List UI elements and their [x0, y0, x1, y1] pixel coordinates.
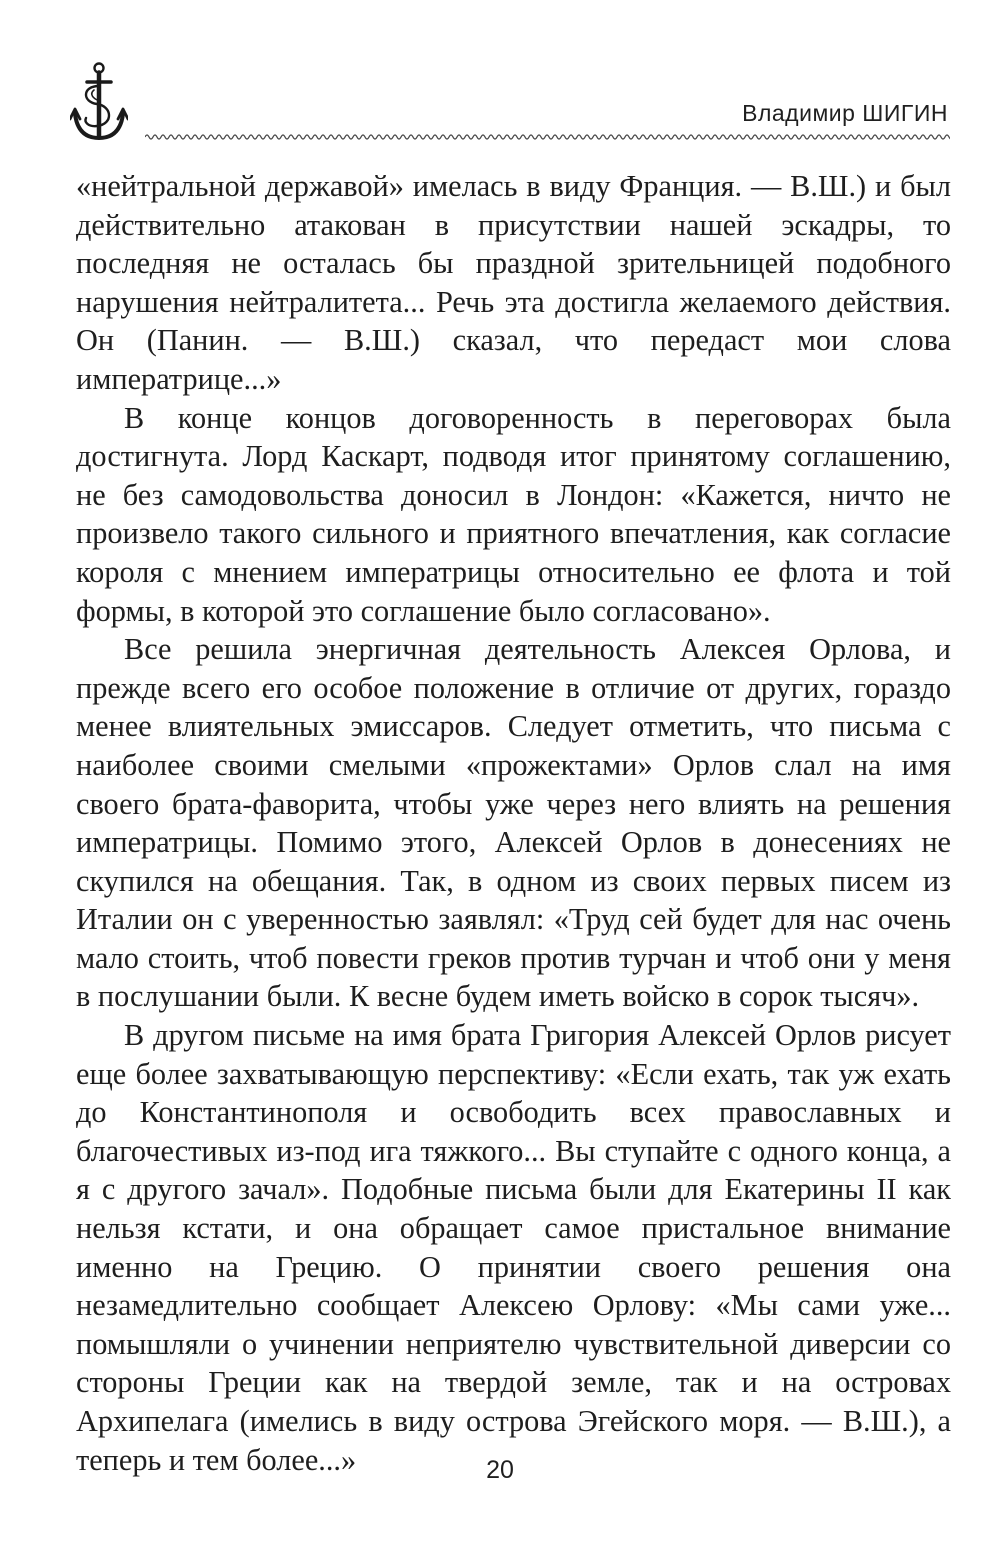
- anchor-icon: [70, 62, 128, 144]
- running-header-author: Владимир ШИГИН: [742, 100, 948, 126]
- page-number: 20: [486, 1456, 514, 1484]
- body-text: [76, 167, 951, 1479]
- paragraph: В другом письме на имя брата Григория Алексей Орлов рисует еще более захватывающую перспективу: «Если ехать, так уж ехать до Константинополя и освободить всех православных и благочестивых из-под ига тяжкого... Вы ступайте с одного конца, а я с другого зачал». Подобные письма были для Екатерины II как нельзя кстати, и она обращает самое пристальное внимание именно на Грецию. О принятии своего решения она незамедлительно сообщает Алексею Орлову: «Мы сами уже... помышляли о учинении неприятелю чувствительной диверсии со стороны Греции как на твердой земле, так и на островах Архипелага (имелись в виду острова Эгейского моря. — В.Ш.), а теперь и тем более...»: [76, 1018, 951, 1477]
- paragraph: В конце концов договоренность в переговорах была достигнута. Лорд Каскарт, подводя итог принятому соглашению, не без самодовольства доносил в Лондон: «Кажется, ничто не произвело такого сильного и приятного впечатления, как согласие короля с мнением императрицы относительно ее флота и той формы, в которой это соглашение было согласовано».: [76, 400, 951, 628]
- header-wavy-rule: [145, 132, 950, 142]
- paragraph: Все решила энергичная деятельность Алексея Орлова, и прежде всего его особое положение в отличие от других, гораздо менее влиятельных эмиссаров. Следует отметить, что письма с наиболее своими смелыми «прожектами» Орлов слал на имя своего брата-фаворита, чтобы уже через него влиять на решения императрицы. Помимо этого, Алексей Орлов в донесениях не скупился на обещания. Так, в одном из своих первых писем из Италии он с уверенностью заявлял: «Труд сей будет для нас очень мало стоить, чтоб повести греков против турчан и чтоб они у меня в послушании были. К весне будем иметь войско в сорок тысяч».: [76, 632, 951, 1014]
- paragraph: «нейтральной державой» имелась в виду Франция. — В.Ш.) и был действительно атакован в присутствии нашей эскадры, то последняя не осталась бы праздной зрительницей подобного нарушения нейтралитета... Речь эта достигла желаемого действия. Он (Панин. — В.Ш.) сказал, что передаст мои слова императрице...»: [76, 169, 951, 396]
